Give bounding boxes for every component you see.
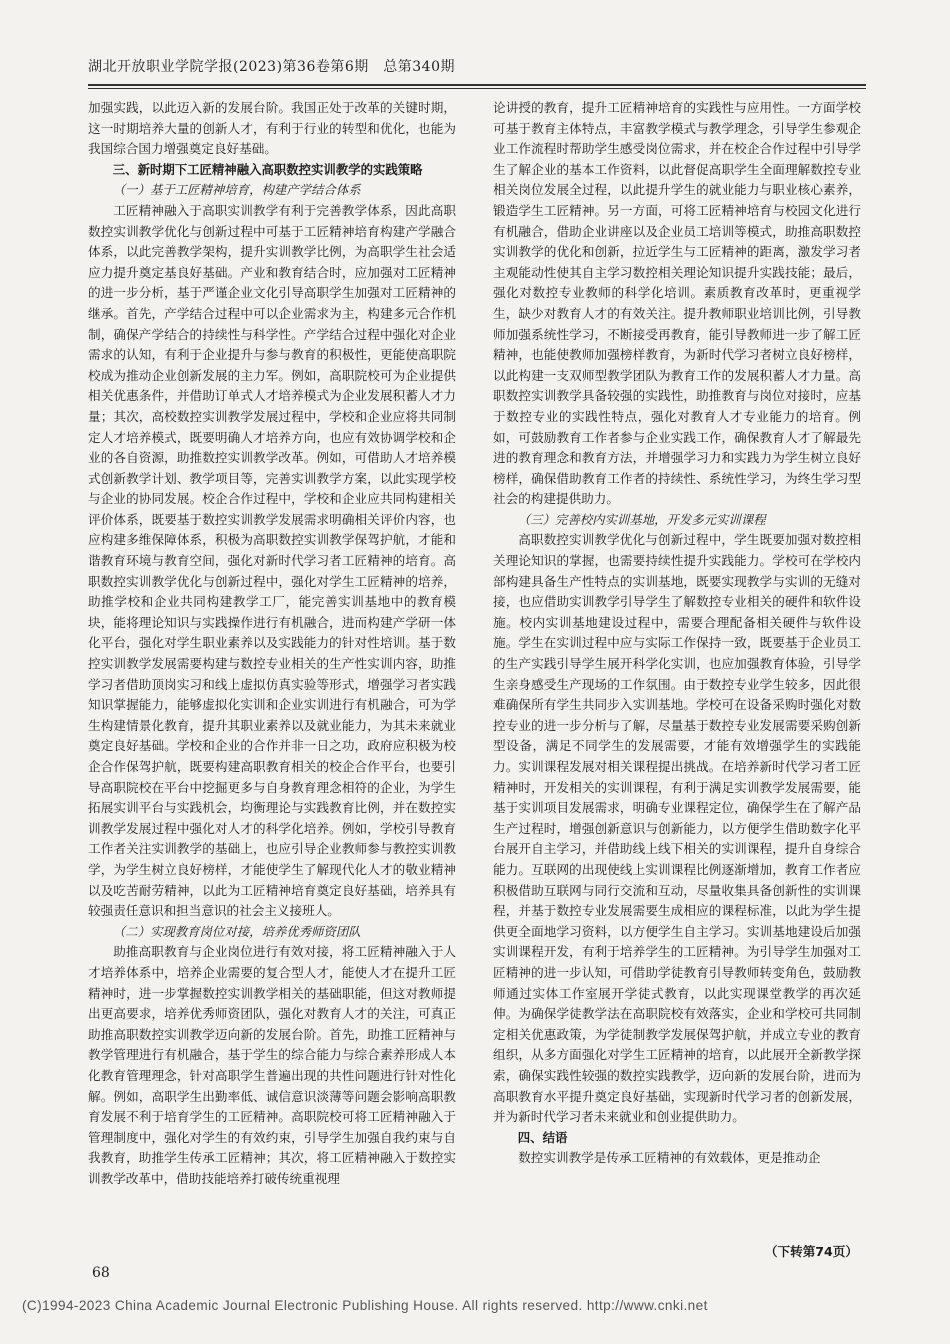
continued-note: （下转第74页） (764, 1244, 858, 1259)
section-heading: 四、结语 (517, 1129, 568, 1145)
paragraph: 数控实训教学是传承工匠精神的有效载体，更是推动企 (518, 1150, 821, 1166)
copyright-footer: (C)1994-2023 China Academic Journal Electronic Publishing House. All rights reserved. http://www.cnki.net (22, 1298, 708, 1313)
paragraph: 助推高职教育与企业岗位进行有效对接，将工匠精神融入于人才培养体系中，培养企业需要的复合型人才，能使人才在提升工匠精神时，进一步掌握数控实训教学相关的基础职能，但这对教师提出更高要求，培养优秀师资团队，强化对教育人才的关注，可真正助推高职数控实训教学迈向新的发展台阶。首先，助推工匠精神与教学管理进行有机融合，基于学生的综合能力与综合素养形成人本化教育管理理念，针对高职学生普遍出现的共性问题进行针对性化解。例如，高职学生出勤率低、诚信意识淡薄等问题会影响高职教育发展不利于培育学生的工匠精神。高职院校可将工匠精神融入于管理制度中，强化对学生的有效约束，引导学生加强自我约束与自我教育，助推学生传承工匠精神；其次，将工匠精神融入于数控实训教学改革中，借助技能培养打破传统重视理 (88, 944, 456, 1186)
subsection-heading: （三）完善校内实训基地，开发多元实训课程 (517, 511, 766, 527)
paragraph: 加强实践，以此迈入新的发展台阶。我国正处于改革的关键时期，这一时期培养大量的创新人才，有利于行业的转型和优化，也能为我国综合国力增强奠定良好基础。 (88, 100, 456, 157)
header-rule (88, 84, 866, 89)
paragraph: 论讲授的教育，提升工匠精神培育的实践性与应用性。一方面学校可基于教育主体特点，丰富教学模式与教学理念，引导学生参观企业工作流程时帮助学生感受岗位需求，并在校企合作过程中引导学生了解企业的基本工作资料，以此督促高职学生全面理解数控专业相关岗位发展全过程，以此提升学生的就业能力与职业核心素养，锻造学生工匠精神。另一方面，可将工匠精神培育与校园文化进行有机融合，借助企业讲座以及企业员工培训等模式，助推高职数控实训教学的优化和创新，拉近学生与工匠精神的距离，激发学习者主观能动性使其自主学习数控相关理论知识提升实践技能；最后，强化对数控专业教师的科学化培训。素质教育改革时，更重视学生，缺少对教育人才的有效关注。提升教师职业培训比例，引导教师加强系统性学习，不断接受再教育，能引导教师进一步了解工匠精神，也能使教师加强榜样教育，为新时代学习者树立良好榜样，以此构建一支双师型教学团队为教育工作的发展积蓄人才力量。高职数控实训教学具备较强的实践性，助推教育与岗位对接时，应基于数控专业的实践性特点，强化对教育人才专业能力的培育。例如，可鼓励教育工作者参与企业实践工作，确保教育人才了解最先进的教育理念和教育方法，并增强学习力和实践力为学生树立良好榜样，确保借助教育工作者的持续性、系统性学习，为终生学习型社会的构建提供助力。 (493, 100, 861, 507)
subsection-heading: （二）实现教育岗位对接，培养优秀师资团队 (112, 923, 361, 939)
right-column (493, 98, 861, 1169)
journal-header: 湖北开放职业学院学报(2023)第36卷第6期 总第340期 (88, 59, 455, 75)
paragraph: 工匠精神融入于高职实训教学有利于完善教学体系，因此高职数控实训教学优化与创新过程中可基于工匠精神培育构建产学融合体系，以此完善教学架构，提升实训教学比例，为高职学生社会适应力提升奠定基良好基础。产业和教育结合时，应加强对工匠精神的进一步分析，基于严谨企业文化引导高职学生加强对工匠精神的继承。首先，产学结合过程中可以企业需求为主，构建多元合作机制，确保产学结合的持续性与科学性。产学结合过程中强化对企业需求的认知，有利于企业提升与参与教育的积极性，更能使高职院校成为推动企业创新发展的主力军。例如，高职院校可为企业提供相关优惠条件，并借助订单式人才培养模式为企业发展积蓄人才力量；其次，高校数控实训教学发展过程中，学校和企业应将共同制定人才培养模式，既要明确人才培养方向，也应有效协调学校和企业的各自资源，助推数控实训教学改革。例如，可借助人才培养模式创新教学计划、教学项目等，完善实训教学方案，以此实现学校与企业的协同发展。校企合作过程中，学校和企业应共同构建相关评价体系，既要基于数控实训教学发展需求明确相关评价内容，也应构建多维保障体系，积极为高职数控实训教学保驾护航，才能和谐教育环境与教育空间，强化对新时代学习者工匠精神的培育。高职数控实训教学优化与创新过程中，强化对学生工匠精神的培养，助推学校和企业共同构建教学工厂，能完善实训基地中的教育模块，能将理论知识与实践操作进行有机融合，进而构建产学研一体化平台，强化对学生职业素养以及实践能力的针对性培训。基于数控实训教学发展需要构建与数控专业相关的生产性实训内容，助推学习者借助顶岗实习和线上虚拟仿真实验等形式，增强学习者实践知识掌握能力，能够虚拟化实训和企业实训进行有机融合，可为学生构建情景化教育，提升其职业素养以及就业能力，为其未来就业奠定良好基础。学校和企业的合作并非一日之功，政府应积极为校企合作保驾护航，既要构建高职教育相关的校企合作平台，也要引导高职院校在平台中挖掘更多与自身教育理念相符的企业，为学生拓展实训平台与实践机会，均衡理论与实践教育比例，并在数控实训教学发展过程中强化对人才的科学化培养。例如，学校引导教育工作者关注实训教学的基础上，也应引导企业教师参与教控实训教学，为学生树立良好榜样，才能使学生了解现代化人才的敬业精神以及吃苦耐劳精神，以此为工匠精神培育奠定良好基础，培养具有较强责任意识和担当意识的社会主义接班人。 (88, 202, 456, 919)
subsection-heading: （一）基于工匠精神培育，构建产学结合体系 (112, 182, 361, 198)
left-column (88, 98, 456, 1189)
page-number: 68 (92, 1265, 110, 1281)
paragraph: 高职数控实训教学优化与创新过程中，学生既要加强对数控相关理论知识的掌握，也需要持续性提升实践能力。学校可在学校内部构建具备生产性特点的实训基地，既要实现教学与实训的无缝对接，也应借助实训教学引导学生了解数控专业相关的硬件和软件设施。校内实训基地建设过程中，需要合理配备相关硬件与软件设施。学生在实训过程中应与实际工作保持一致，既要基于企业员工的生产实践引导学生展开科学化实训，也应加强教育体验，引导学生亲身感受生产现场的工作氛围。由于数控专业学生较多，因此很难确保所有学生共同步入实训基地。学校可在设备采购时强化对数控专业的进一步分析与了解，尽量基于数控专业发展需要采购创新型设备，满足不同学生的发展需要，才能有效增强学生的实践能力。实训课程发展对相关课程提出挑战。在培养新时代学习者工匠精神时，开发相关的实训课程，有利于满足实训教学发展需要，能基于实训项目发展需求，明确专业课程定位，确保学生在了解产品生产过程时，增强创新意识与创新能力，以方便学生借助数字化平台展开自主学习，并借助线上线下相关的实训课程，提升自身综合能力。互联网的出现使线上实训课程比例逐渐增加，教育工作者应积极借助互联网与同行交流和互动，尽量收集具备创新性的实训课程，并基于数控专业发展需要生成相应的课程标准，以此为学生提供更全面地学习资料，以方便学生自主学习。实训基地建设后加强实训课程开发，有利于培养学生的工匠精神。为引导学生加强对工匠精神的进一步认知，可借助学徒教育引导教师转变角色，鼓励教师通过实体工作室展开学徒式教育，以此实现课堂教学的再次延伸。为确保学徒教学法在高职院校有效落实，企业和学校可共同制定相关优惠政策，为学徒制教学发展保驾护航，并成立专业的教育组织，从多方面强化对学生工匠精神的培育，以此展开全新教学探索，确保实践性较强的数控实践教学，迈向新的发展台阶，进而为高职教育水平提升奠定良好基础，实现新时代学习者的创新发展，并为新时代学习者未来就业和创业提供助力。 (493, 532, 861, 1125)
section-heading: 三、新时期下工匠精神融入高职数控实训教学的实践策略 (112, 161, 423, 177)
